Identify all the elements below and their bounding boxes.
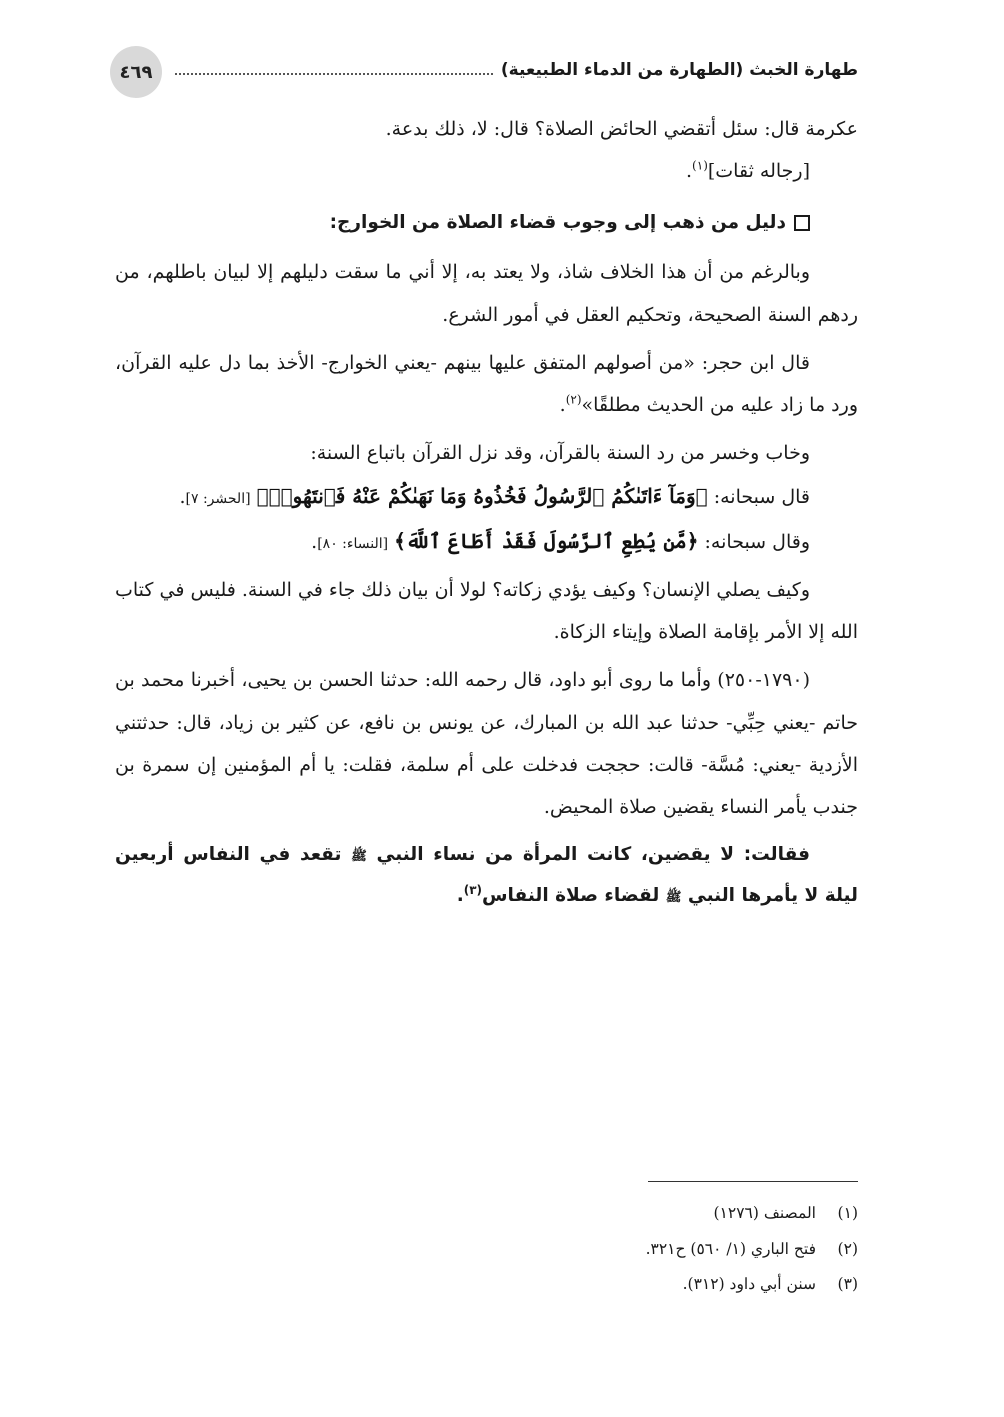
paragraph-8: فقالت: لا يقضين، كانت المرأة من نساء النبي ﷺ تقعد في النفاس أربعين ليلة لا يأمرها النبي ﷺ لقضاء صلاة النفاس$^{(٣)}$. — [115, 844, 858, 907]
footnotes — [115, 1196, 858, 1303]
footnote-divider — [648, 1181, 858, 1182]
verse-intro: قال سبحانه: — [707, 486, 810, 509]
footnote-number: (٣) — [837, 1275, 858, 1294]
salawat-symbol: ﷺ — [351, 849, 367, 865]
verse-reference: [النساء: ٨٠] — [317, 535, 389, 552]
verse-reference: [الحشر: ٧] — [185, 491, 251, 508]
footnote-text: المصنف (١٢٧٦) — [713, 1204, 816, 1222]
verse-text: ﴿وَمَآ ءَاتَىٰكُمُ ٱلرَّسُولُ فَخُذُوهُ وَمَا نَهَىٰكُمْ عَنْهُ فَٱنتَهُوا۟﴾ — [256, 484, 708, 509]
footnote-number: (١) — [837, 1204, 858, 1222]
footnote-number: (٢) — [837, 1239, 858, 1258]
verse-text: ﴿مَّن يُطِعِ ٱلرَّسُولَ فَقَدْ أَطَاعَ ٱللَّهَ﴾ — [394, 528, 699, 553]
running-header — [175, 52, 858, 88]
paragraph-5: وخاب وخسر من رد السنة بالقرآن، وقد نزل القرآن باتباع السنة: — [310, 442, 810, 465]
paragraph-7: (١٧٩٠-٢٥٠) وأما ما روى أبو داود، قال رحمه الله: حدثنا الحسن بن يحيى، أخبرنا محمد بن حاتم -يعني حِبِّي- حدثنا عبد الله بن المبارك، عن يونس بن نافع، عن كثير بن زياد، قال: حدثتني الأزدية -يعني: مُسَّة- قالت: حججت فدخلت على أم سلمة، فقلت: يا أم المؤمنين إن سمرة بن جندب يأمر النساء يقضين صلاة المحيض. — [115, 669, 858, 818]
checkbox-bullet-icon — [794, 215, 810, 231]
footnote-item — [115, 1196, 858, 1232]
paragraph-8-part-b: تقعد في النفاس أربعين ليلة لا يأمرها النبي — [115, 844, 858, 907]
verse-intro: وقال سبحانه: — [698, 530, 810, 553]
paragraph-8-part-c: لقضاء صلاة النفاس — [482, 885, 666, 907]
salawat-symbol: ﷺ — [665, 890, 682, 906]
footnote-ref-2[interactable]: (٢) — [565, 392, 582, 407]
ibn-hajar-quote: قال ابن حجر: «من أصولهم المتفق عليها بينهم -يعني الخوارج- الأخذ بما دل عليه القرآن، ورد ما زاد عليه من الحديث مطلقًا» — [115, 351, 858, 416]
footnote-ref-1[interactable]: (١) — [692, 158, 708, 173]
paragraph-6: وكيف يصلي الإنسان؟ وكيف يؤدي زكاته؟ لولا أن بيان ذلك جاء في السنة. فليس في كتاب الله إلا الأمر بإقامة الصلاة وإيتاء الزكاة. — [115, 579, 858, 644]
section-heading — [115, 202, 858, 243]
footnote-text: فتح الباري (١/ ٥٦٠) ح٣٢١. — [645, 1239, 816, 1258]
quran-verse-1: قال سبحانه: ﴿وَمَآ ءَاتَىٰكُمُ ٱلرَّسُولُ فَخُذُوهُ وَمَا نَهَىٰكُمْ عَنْهُ فَٱنتَهُوا۟﴾ [الحشر: ٧]. — [179, 484, 810, 509]
narrators-note: [رجاله ثقات] — [707, 160, 810, 183]
footnote-text: سنن أبي داود (٣١٢). — [682, 1275, 816, 1294]
paragraph-8-part-a: فقالت: لا يقضين، كانت المرأة من نساء النبي — [366, 844, 810, 866]
footnote-item — [115, 1232, 858, 1268]
footnote-ref-3[interactable]: (٣) — [463, 882, 483, 897]
page-number: ٤٦٩ — [110, 46, 162, 98]
quran-verse-2: وقال سبحانه: ﴿مَّن يُطِعِ ٱلرَّسُولَ فَقَدْ أَطَاعَ ٱللَّهَ﴾ [النساء: ٨٠]. — [311, 528, 810, 553]
paragraph-3: وبالرغم من أن هذا الخلاف شاذ، ولا يعتد به، إلا أني ما سقت دليلهم إلا لبيان باطلهم، من ردهم السنة الصحيحة، وتحكيم العقل في أمور الشرع. — [115, 261, 858, 326]
paragraph-1: عكرمة قال: سئل أتقضي الحائض الصلاة؟ قال: لا، ذلك بدعة. — [385, 118, 858, 140]
header-dotted-leader — [175, 73, 493, 75]
footnote-item — [115, 1267, 858, 1303]
main-text — [115, 108, 858, 916]
header-title: طهارة الخبث (الطهارة من الدماء الطبيعية) — [500, 60, 858, 80]
paragraph-2: [رجاله ثقات]$^{(١)}$. — [686, 158, 810, 183]
paragraph-4: قال ابن حجر: «من أصولهم المتفق عليها بينهم -يعني الخوارج- الأخذ بما دل عليه القرآن، ورد ما زاد عليه من الحديث مطلقًا»$^{(٢)}$. — [115, 351, 858, 416]
section-heading-text: دليل من ذهب إلى وجوب قضاء الصلاة من الخوارج: — [329, 212, 786, 234]
